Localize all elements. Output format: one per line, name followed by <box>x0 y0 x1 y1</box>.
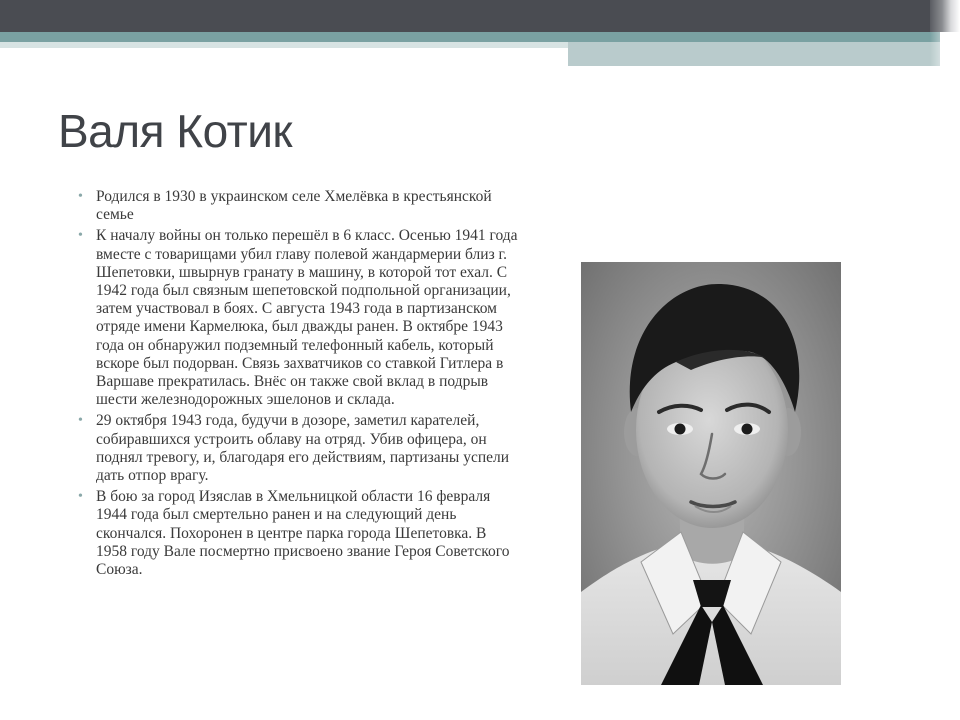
bullet-dot-icon: • <box>78 413 83 429</box>
header-band-light-right <box>568 42 940 66</box>
header-band-fade <box>930 32 960 66</box>
header-band-light-left <box>0 42 568 48</box>
portrait-photo <box>581 262 841 685</box>
bullet-dot-icon: • <box>78 228 83 244</box>
bullet-item <box>78 227 518 409</box>
bullet-item <box>78 412 518 485</box>
header-bar-dark-edge <box>930 0 960 32</box>
bullet-text: К началу войны он только перешёл в 6 класс. Осенью 1941 года вместе с товарищами убил главу полевой жандармерии близ г. Шепетовки, швырнув гранату в машину, в которой тот ехал. С 1942 года был связным шепетовской подпольной организации, затем участвовал в боях. С августа 1943 года в партизанском отряде имени Кармелюка, был дважды ранен. В октябре 1943 года он обнаружил подземный телефонный кабель, который вскоре был подорван. Связь захватчиков со ставкой Гитлера в Варшаве прекратилась. Внёс он также свой вклад в подрыв шести железнодорожных эшелонов и склада. <box>96 227 518 409</box>
bullet-list <box>78 188 518 582</box>
slide-title: Валя Котик <box>58 105 293 157</box>
header-bar-dark <box>0 0 930 32</box>
bullet-text: В бою за город Изяслав в Хмельницкой области 16 февраля 1944 года был смертельно ранен и на следующий день скончался. Похоронен в центре парка города Шепетовка. В 1958 году Вале посмертно присвоено звание Героя Советского Союза. <box>96 488 510 579</box>
bullet-text: Родился в 1930 в украинском селе Хмелёвка в крестьянской семье <box>96 188 492 224</box>
bullet-item <box>78 188 518 224</box>
header-band-teal <box>0 32 940 42</box>
bullet-dot-icon: • <box>78 189 83 204</box>
bullet-item <box>78 488 518 579</box>
bullet-dot-icon: • <box>78 489 83 505</box>
bullet-text: 29 октября 1943 года, будучи в дозоре, заметил карателей, собиравшихся устроить облаву на отряд. Убив офицера, он поднял тревогу, и, благодаря его действиям, партизаны успели дать отпор врагу. <box>96 412 510 485</box>
